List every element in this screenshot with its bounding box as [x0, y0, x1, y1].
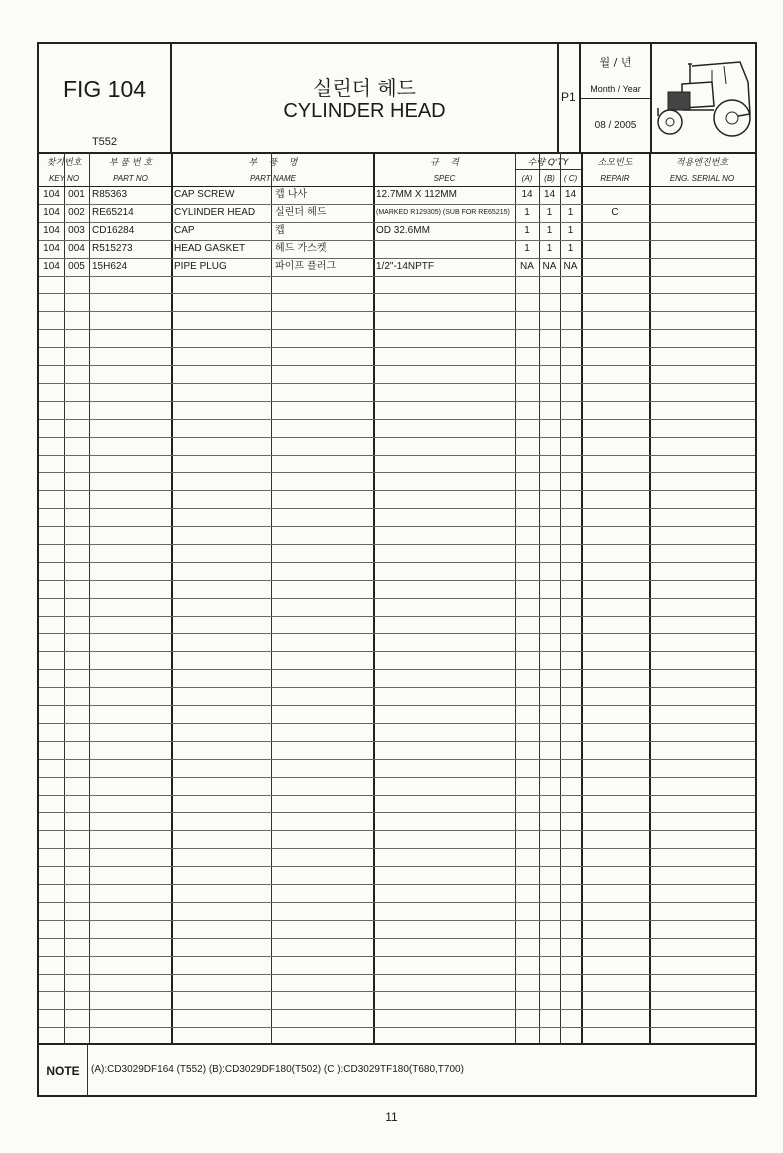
- model-code: T552: [91, 136, 118, 148]
- row-divider: [39, 902, 755, 903]
- date-value: 08 / 2005: [594, 120, 637, 131]
- col-key-ko: 찾기번호: [46, 158, 82, 168]
- page-number: 11: [385, 1110, 398, 1124]
- tractor-engine-icon: [652, 44, 755, 152]
- cell-a: 1: [524, 207, 530, 218]
- row-divider: [39, 598, 755, 599]
- row-divider: [39, 687, 755, 688]
- cell-key1: 104: [43, 207, 60, 218]
- cell-c: 14: [564, 189, 577, 200]
- row-divider: [39, 544, 755, 545]
- row-divider: [39, 437, 755, 438]
- cell-b: NA: [542, 261, 557, 272]
- row-divider: [39, 1009, 755, 1010]
- row-divider: [39, 455, 755, 456]
- row-divider: [39, 777, 755, 778]
- cell-b: 1: [546, 207, 553, 218]
- cell-spec: 12.7MM X 112MM: [376, 189, 457, 200]
- col-spec-ko: 규 격: [430, 158, 459, 168]
- row-divider: [39, 705, 755, 706]
- parts-sheet: [37, 42, 757, 1097]
- cell-name-ko: 캡: [275, 225, 285, 236]
- page-code-box: [559, 44, 581, 152]
- col-qty-ko: 수량 Q'TY: [527, 158, 569, 168]
- cell-name-en: CAP SCREW: [174, 189, 235, 200]
- row-divider: [39, 526, 755, 527]
- row-divider: [39, 293, 755, 294]
- row-divider: [39, 812, 755, 813]
- title-box: [172, 44, 559, 152]
- col-name-en: PART NAME: [250, 174, 296, 183]
- sheet-header: [39, 44, 755, 154]
- page-code: P1: [561, 90, 576, 104]
- col-key-en: KEY NO: [48, 174, 80, 183]
- cell-spec: (MARKED R129305) (SUB FOR RE65215): [376, 209, 510, 216]
- title-english: CYLINDER HEAD: [283, 100, 446, 122]
- title-korean: 실린더 헤드: [313, 76, 416, 100]
- row-divider: [39, 920, 755, 921]
- cell-a: 1: [524, 243, 530, 254]
- row-divider: [39, 490, 755, 491]
- qty-subheader-divider: [515, 169, 581, 170]
- row-divider: [39, 795, 755, 796]
- date-divider: [581, 98, 650, 99]
- row-divider: [39, 884, 755, 885]
- row-divider: [39, 383, 755, 384]
- cell-a: NA: [520, 261, 534, 272]
- row-divider: [39, 347, 755, 348]
- cell-spec: 1/2"-14NPTF: [376, 261, 435, 272]
- col-name-ko: 부 품 명: [248, 158, 298, 168]
- cell-key1: 104: [43, 189, 60, 200]
- cell-key1: 104: [43, 225, 60, 236]
- cell-b: 14: [543, 189, 556, 200]
- col-qty-c: ( C): [563, 174, 578, 183]
- row-divider: [39, 401, 755, 402]
- row-divider: [39, 580, 755, 581]
- row-divider: [39, 669, 755, 670]
- cell-name-en: HEAD GASKET: [174, 243, 246, 254]
- row-divider: [39, 759, 755, 760]
- row-divider: [39, 651, 755, 652]
- cell-part: R515273: [92, 243, 133, 254]
- cell-name-ko: 실린더 헤드: [275, 207, 327, 218]
- row-divider: [39, 472, 755, 473]
- col-repair-en: REPAIR: [600, 174, 630, 183]
- cell-b: 1: [546, 225, 553, 236]
- row-divider: [39, 1027, 755, 1028]
- cell-repair: C: [611, 207, 619, 218]
- note-text: (A):CD3029DF164 (T552) (B):CD3029DF180(T502) (C ):CD3029TF180(T680,T700): [91, 1064, 464, 1075]
- col-spec-en: SPEC: [433, 174, 456, 183]
- cell-key1: 104: [43, 261, 60, 272]
- cell-key2: 005: [68, 261, 85, 272]
- row-divider: [39, 830, 755, 831]
- cell-a: 14: [521, 189, 533, 200]
- cell-name-ko: 파이프 플러그: [275, 261, 337, 272]
- parts-table: [39, 152, 755, 1043]
- row-divider: [39, 974, 755, 975]
- cell-c: 1: [567, 207, 574, 218]
- cell-spec: OD 32.6MM: [376, 225, 430, 236]
- row-divider: [39, 848, 755, 849]
- col-qty-a: (A): [521, 174, 533, 183]
- row-divider: [39, 329, 755, 330]
- cell-a: 1: [524, 225, 530, 236]
- cell-part: R85363: [92, 189, 128, 200]
- col-part-ko: 부 품 번 호: [108, 158, 153, 168]
- row-divider: [39, 866, 755, 867]
- row-divider: [39, 741, 755, 742]
- cell-key2: 003: [68, 225, 85, 236]
- col-repair-ko: 소모빈도: [597, 158, 633, 168]
- row-divider: [39, 723, 755, 724]
- cell-part: CD16284: [92, 225, 135, 236]
- cell-key2: 001: [68, 189, 85, 200]
- cell-part: 15H624: [92, 261, 128, 272]
- cell-c: NA: [563, 261, 578, 272]
- cell-key2: 004: [68, 243, 85, 254]
- col-serial-en: ENG. SERIAL NO: [669, 174, 735, 183]
- row-divider: [39, 956, 755, 957]
- cell-b: 1: [546, 243, 553, 254]
- fig-number: FIG 104: [62, 76, 147, 102]
- cell-key1: 104: [43, 243, 60, 254]
- row-divider: [39, 991, 755, 992]
- col-qty-b: (B): [544, 174, 555, 183]
- date-label-korean: 월 / 년: [599, 56, 632, 69]
- col-serial-ko: 적용엔진번호: [675, 158, 729, 168]
- row-divider: [39, 938, 755, 939]
- row-divider: [39, 633, 755, 634]
- row-divider: [39, 562, 755, 563]
- note-label: NOTE: [39, 1045, 88, 1097]
- row-divider: [39, 365, 755, 366]
- note-bar: [39, 1043, 755, 1097]
- cell-name-ko: 캡 나사: [275, 189, 308, 200]
- row-divider: [39, 276, 755, 277]
- date-label-english: Month / Year: [590, 84, 641, 94]
- col-part-en: PART NO: [113, 174, 148, 183]
- cell-name-en: PIPE PLUG: [174, 261, 227, 272]
- row-divider: [39, 508, 755, 509]
- cell-part: RE65214: [92, 207, 134, 218]
- cell-name-ko: 헤드 가스켓: [275, 243, 327, 254]
- cell-c: 1: [567, 243, 574, 254]
- fig-box: [39, 44, 172, 152]
- cell-c: 1: [567, 225, 574, 236]
- row-divider: [39, 311, 755, 312]
- date-box: [581, 44, 652, 152]
- row-divider: [39, 616, 755, 617]
- cell-name-en: CAP: [174, 225, 195, 236]
- cell-name-en: CYLINDER HEAD: [174, 207, 256, 218]
- cell-key2: 002: [68, 207, 85, 218]
- row-divider: [39, 419, 755, 420]
